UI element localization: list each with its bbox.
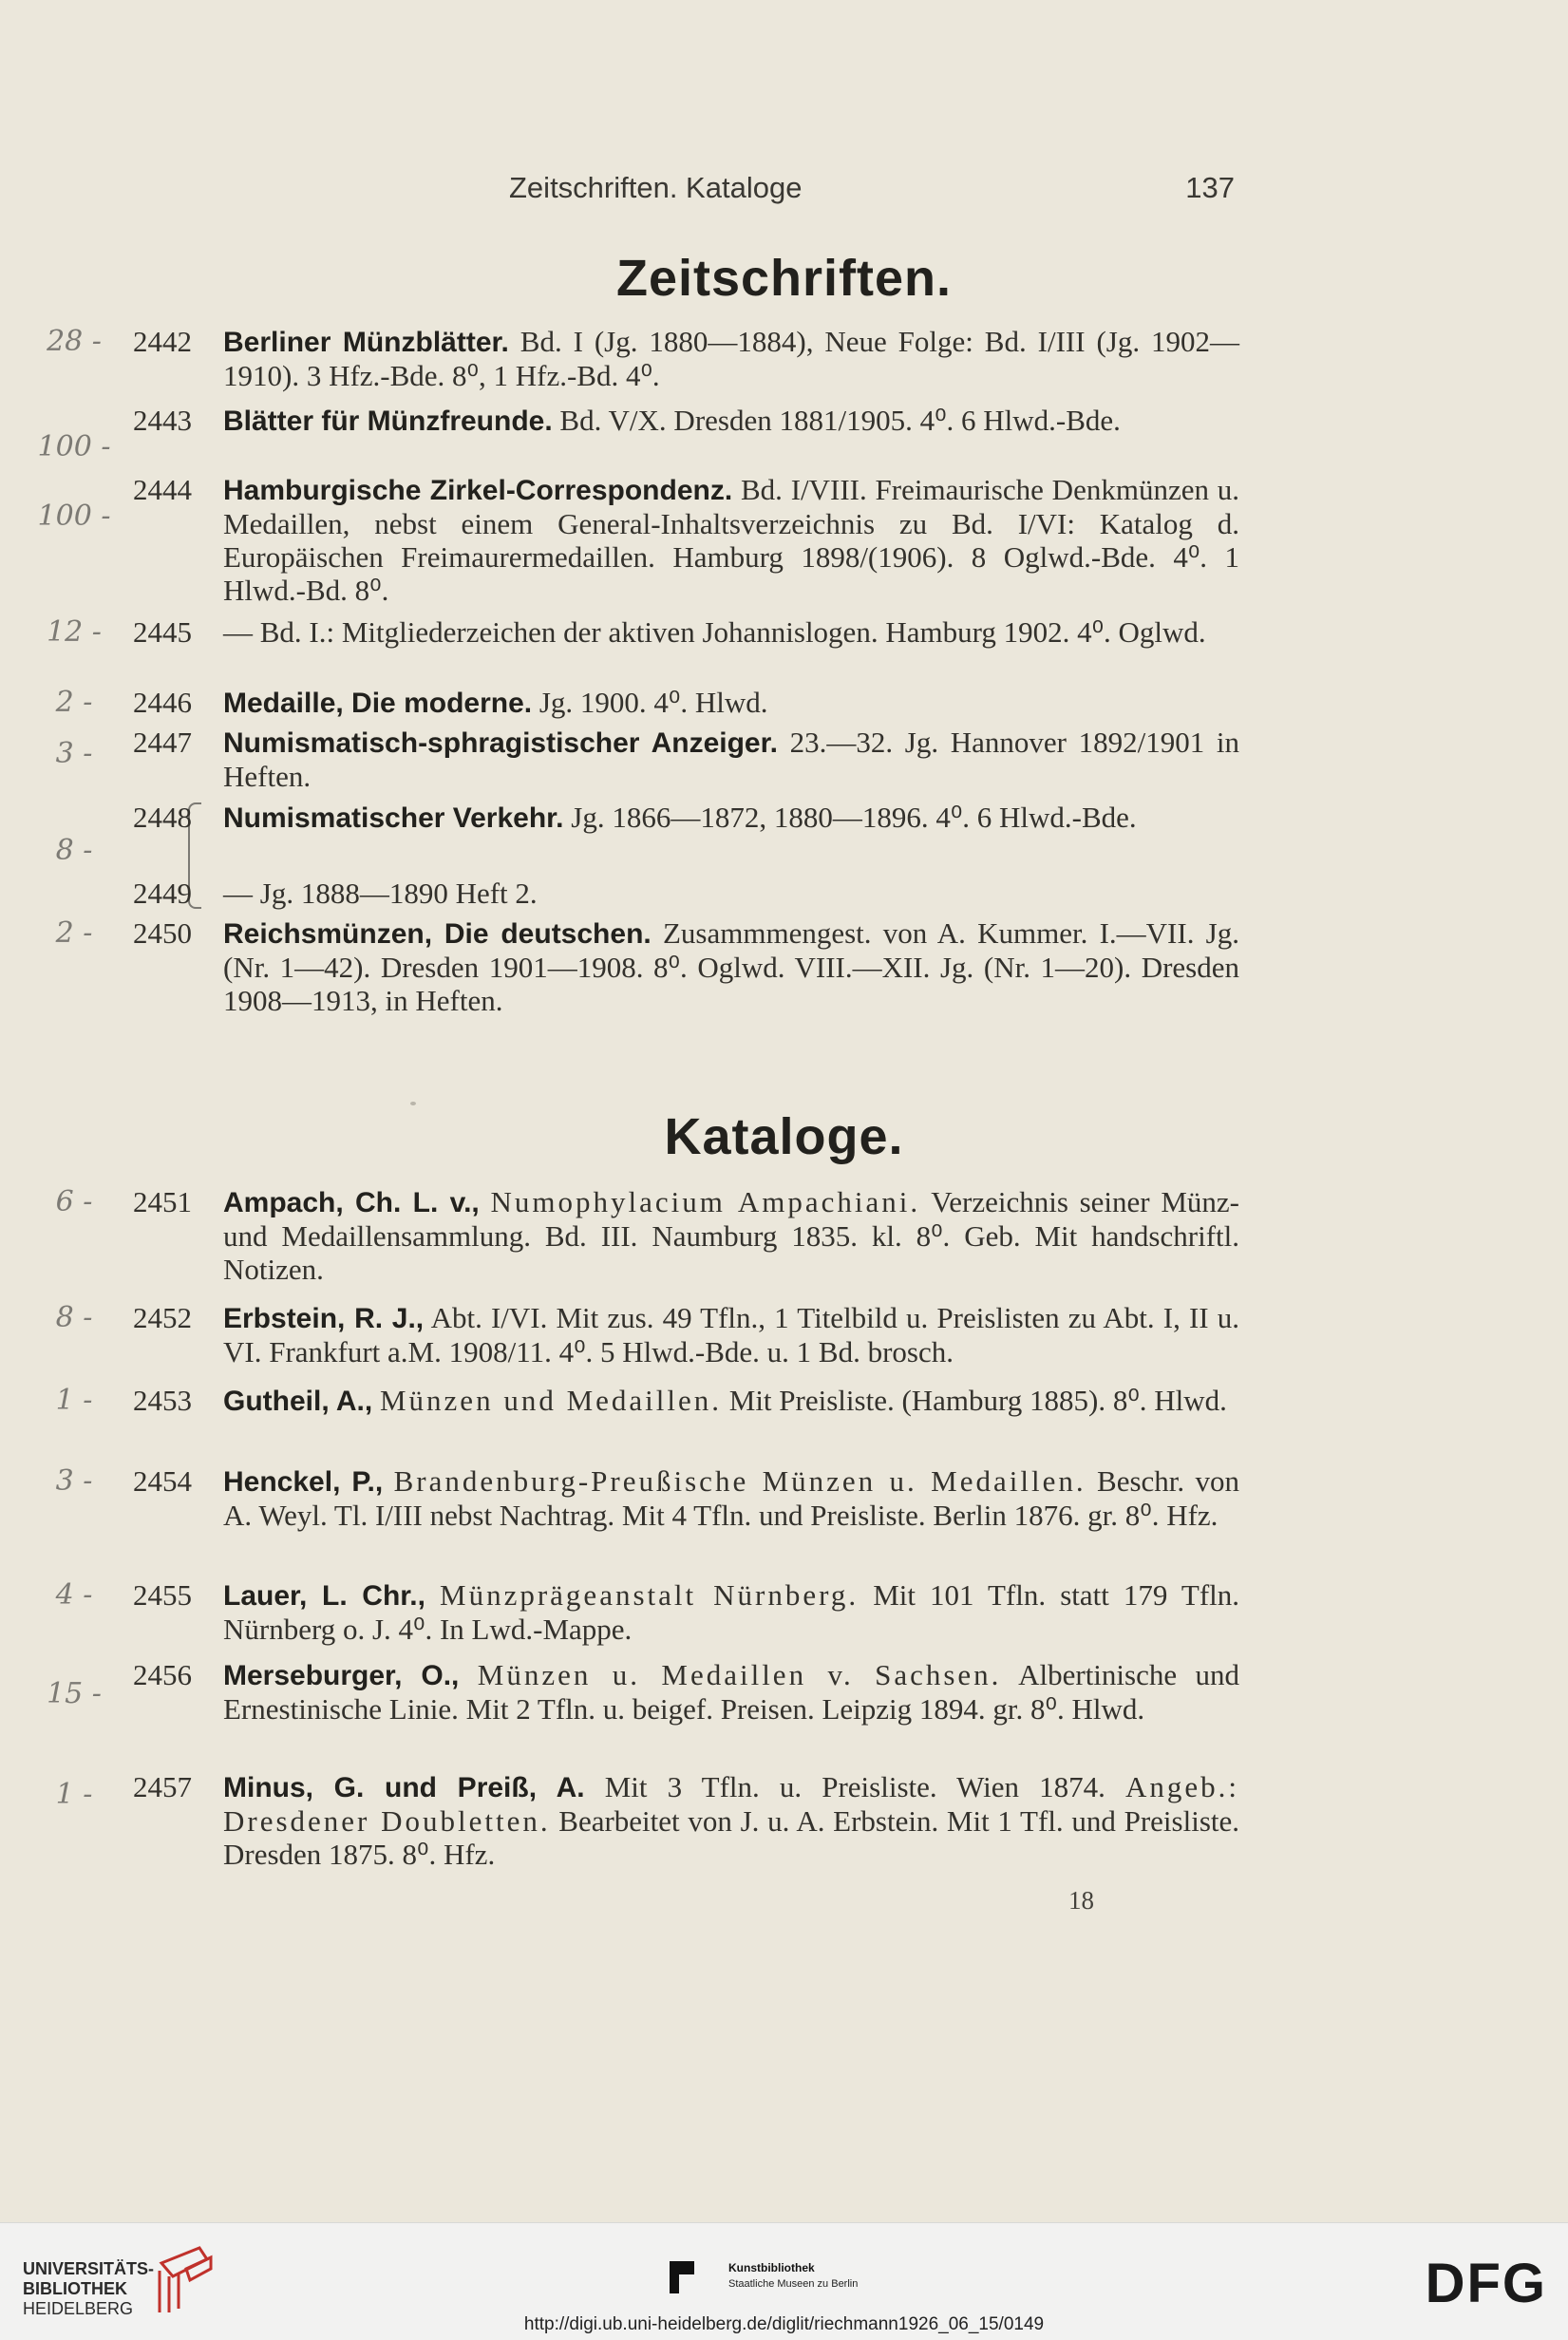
entry-heading: Berliner Münzblätter. [223, 327, 509, 358]
entry-text [223, 1185, 1239, 1286]
entry-text [223, 1384, 1239, 1418]
entry-heading: Gutheil, A., [223, 1386, 373, 1417]
entry-details: Albertinische und Ernestinische Linie. Mit 2 Tfln. u. beigef. Preisen. Leipzig 1894. gr. 8⁰. Hlwd. [223, 1658, 1239, 1726]
entry-details: Jg. 1866—1872, 1880—1896. 4⁰. 6 Hlwd.-Bde. [571, 801, 1137, 834]
entry-number: 2452 [133, 1301, 192, 1334]
entry-details: Abt. I/VI. Mit zus. 49 Tfln., 1 Titelbild u. Preislisten zu Abt. I, II u. VI. Frankfurt a.M. 1908/11. 4⁰. 5 Hlwd.-Bde. u. 1 Bd. brosch. [223, 1301, 1239, 1368]
entry-text [223, 1301, 1239, 1368]
kunstbibliothek-logo[interactable] [670, 2259, 935, 2297]
margin-price-note: 3 - [55, 1464, 93, 1498]
margin-price-note: 4 - [55, 1578, 93, 1612]
ub-line3: HEIDELBERG [23, 2299, 134, 2318]
entry-number: 2455 [133, 1578, 192, 1612]
kb-subtitle: Staatliche Museen zu Berlin [728, 2278, 859, 2290]
entry-heading: Lauer, L. Chr., [223, 1580, 425, 1612]
entry-heading: Reichsmünzen, Die deutschen. [223, 918, 652, 950]
entry-heading: Henckel, P., [223, 1466, 384, 1498]
entry-number: 2446 [133, 686, 192, 719]
entry-details: Mit 3 Tfln. u. Preisliste. Wien 1874. [604, 1770, 1105, 1803]
entry-details: — Bd. I.: Mitgliederzeichen der aktiven Johannislogen. Hamburg 1902. 4⁰. Oglwd. [223, 615, 1206, 649]
margin-price-note: 2 - [55, 686, 93, 719]
ub-heidelberg-logo[interactable] [23, 2259, 154, 2319]
entry-details: Bd. I/VIII. Freimaurische Denkmünzen u. Medaillen, nebst einem General-Inhaltsverzeichnis zu Bd. I/VI: Katalog d. Europäischen Freimaurermedaillen. Hamburg 1898/(1906). 8 Oglwd.-Bde. 4⁰. 1 Hlwd.-Bd. 8⁰. [223, 473, 1240, 607]
entry-title: Angeb.: Dresdener Doubletten. [223, 1770, 1240, 1838]
entry-details: Bd. I (Jg. 1880—1884), Neue Folge: Bd. I/III (Jg. 1902—1910). 3 Hfz.-Bde. 8⁰, 1 Hfz.-Bd. 4⁰. [223, 325, 1239, 392]
margin-price-note: 28 - [47, 325, 102, 358]
entry-heading: Merseburger, O., [223, 1660, 460, 1691]
entry-heading: Hamburgische Zirkel-Correspondenz. [223, 475, 733, 506]
margin-price-note: 2 - [55, 916, 93, 950]
section-title-zeitschriften: Zeitschriften. [615, 250, 953, 307]
entry-number: 2443 [133, 404, 192, 437]
permalink-url[interactable]: http://digi.ub.uni-heidelberg.de/diglit/riechmann1926_06_15/0149 [523, 2314, 1045, 2334]
entry-number: 2447 [133, 726, 192, 759]
entry-details: Beschr. von A. Weyl. Tl. I/III nebst Nachtrag. Mit 4 Tfln. und Preisliste. Berlin 1876. gr. 8⁰. Hfz. [223, 1464, 1240, 1532]
entry-details: Mit 101 Tfln. statt 179 Tfln. Nürnberg o. J. 4⁰. In Lwd.-Mappe. [223, 1578, 1240, 1646]
dfg-logo[interactable]: DFG [1425, 2253, 1547, 2314]
entry-number: 2456 [133, 1658, 192, 1691]
margin-price-note: 100 - [37, 430, 111, 463]
entry-number: 2444 [133, 473, 192, 506]
entry-details: Bearbeitet von J. u. A. Erbstein. Mit 1 Tfl. und Preisliste. Dresden 1875. 8⁰. Hfz. [223, 1804, 1239, 1871]
entry-text [223, 615, 1239, 649]
entry-text [223, 1658, 1239, 1726]
entry-text [223, 325, 1239, 392]
entry-title: Münzprägeanstalt Nürnberg. [440, 1578, 860, 1612]
entry-title: Numophylacium Ampachiani. [490, 1185, 921, 1218]
entry-text [223, 1464, 1239, 1532]
ub-line1: UNIVERSITÄTS- [23, 2259, 155, 2278]
running-head-title: Zeitschriften. Kataloge [509, 171, 803, 204]
entry-number: 2454 [133, 1464, 192, 1498]
kunstbibliothek-icon [670, 2261, 694, 2293]
entry-title: Münzen und Medaillen. [379, 1384, 722, 1417]
entry-text [223, 404, 1239, 438]
entry-heading: Blätter für Münzfreunde. [223, 406, 553, 437]
running-head [509, 171, 1235, 209]
margin-price-note: 1 - [55, 1384, 93, 1417]
margin-price-note: 8 - [55, 1301, 93, 1334]
page-number: 137 [1185, 171, 1235, 204]
entry-text [223, 473, 1239, 607]
entry-text [223, 877, 1239, 910]
entry-number: 2453 [133, 1384, 192, 1417]
entry-details: Zusammmengest. von A. Kummer. I.—VII. Jg. (Nr. 1—42). Dresden 1901—1908. 8⁰. Oglwd. VIII.—XII. Jg. (Nr. 1—20). Dresden 1908—1913, in Heften. [223, 916, 1239, 1017]
entry-details: Mit Preisliste. (Hamburg 1885). 8⁰. Hlwd. [728, 1384, 1227, 1417]
entry-heading: Numismatisch-sphragistischer Anzeiger. [223, 727, 778, 759]
margin-price-note: 6 - [55, 1185, 93, 1218]
entry-details: — Jg. 1888—1890 Heft 2. [223, 877, 538, 910]
entry-text [223, 1578, 1239, 1646]
viewer-footer [0, 2222, 1568, 2340]
margin-price-note: 8 - [55, 834, 93, 867]
entry-text [223, 916, 1239, 1017]
entry-number: 2457 [133, 1770, 192, 1803]
entry-title: Münzen u. Medaillen v. Sachsen. [477, 1658, 1002, 1691]
margin-price-note: 1 - [55, 1778, 93, 1811]
entry-title: Brandenburg-Preußische Münzen u. Medaillen. [393, 1464, 1086, 1498]
section-title-kataloge: Kataloge. [664, 1108, 904, 1165]
margin-price-note: 100 - [37, 500, 111, 533]
entry-details: 23.—32. Jg. Hannover 1892/1901 in Heften. [223, 726, 1239, 793]
entry-details: Jg. 1900. 4⁰. Hlwd. [538, 686, 768, 719]
margin-price-note: 12 - [47, 615, 102, 649]
kb-title: Kunstbibliothek [728, 2261, 815, 2274]
entry-number: 2442 [133, 325, 192, 358]
entry-heading: Numismatischer Verkehr. [223, 802, 564, 834]
entry-heading: Erbstein, R. J., [223, 1303, 425, 1334]
ub-logo-icon [152, 2244, 218, 2316]
entry-number: 2449 [133, 877, 192, 910]
page-speck [410, 1102, 416, 1105]
signature-mark: 18 [1068, 1886, 1094, 1915]
entry-details: Verzeichnis seiner Münz- und Medaillensammlung. Bd. III. Naumburg 1835. kl. 8⁰. Geb. Mit handschriftl. Notizen. [223, 1185, 1239, 1286]
entry-text [223, 801, 1239, 835]
entry-heading: Medaille, Die moderne. [223, 688, 533, 719]
entry-text [223, 1770, 1239, 1871]
entry-number: 2450 [133, 916, 192, 950]
margin-price-note: 3 - [55, 737, 93, 770]
entry-heading: Ampach, Ch. L. v., [223, 1187, 480, 1218]
entry-details: Bd. V/X. Dresden 1881/1905. 4⁰. 6 Hlwd.-Bde. [559, 404, 1121, 437]
margin-price-note: 15 - [47, 1677, 102, 1710]
entry-number: 2445 [133, 615, 192, 649]
ub-line2: BIBLIOTHEK [23, 2279, 127, 2298]
entry-heading: Minus, G. und Preiß, A. [223, 1772, 585, 1803]
entry-number: 2451 [133, 1185, 192, 1218]
entry-text [223, 726, 1239, 793]
entry-number: 2448 [133, 801, 192, 834]
entry-text [223, 686, 1239, 720]
